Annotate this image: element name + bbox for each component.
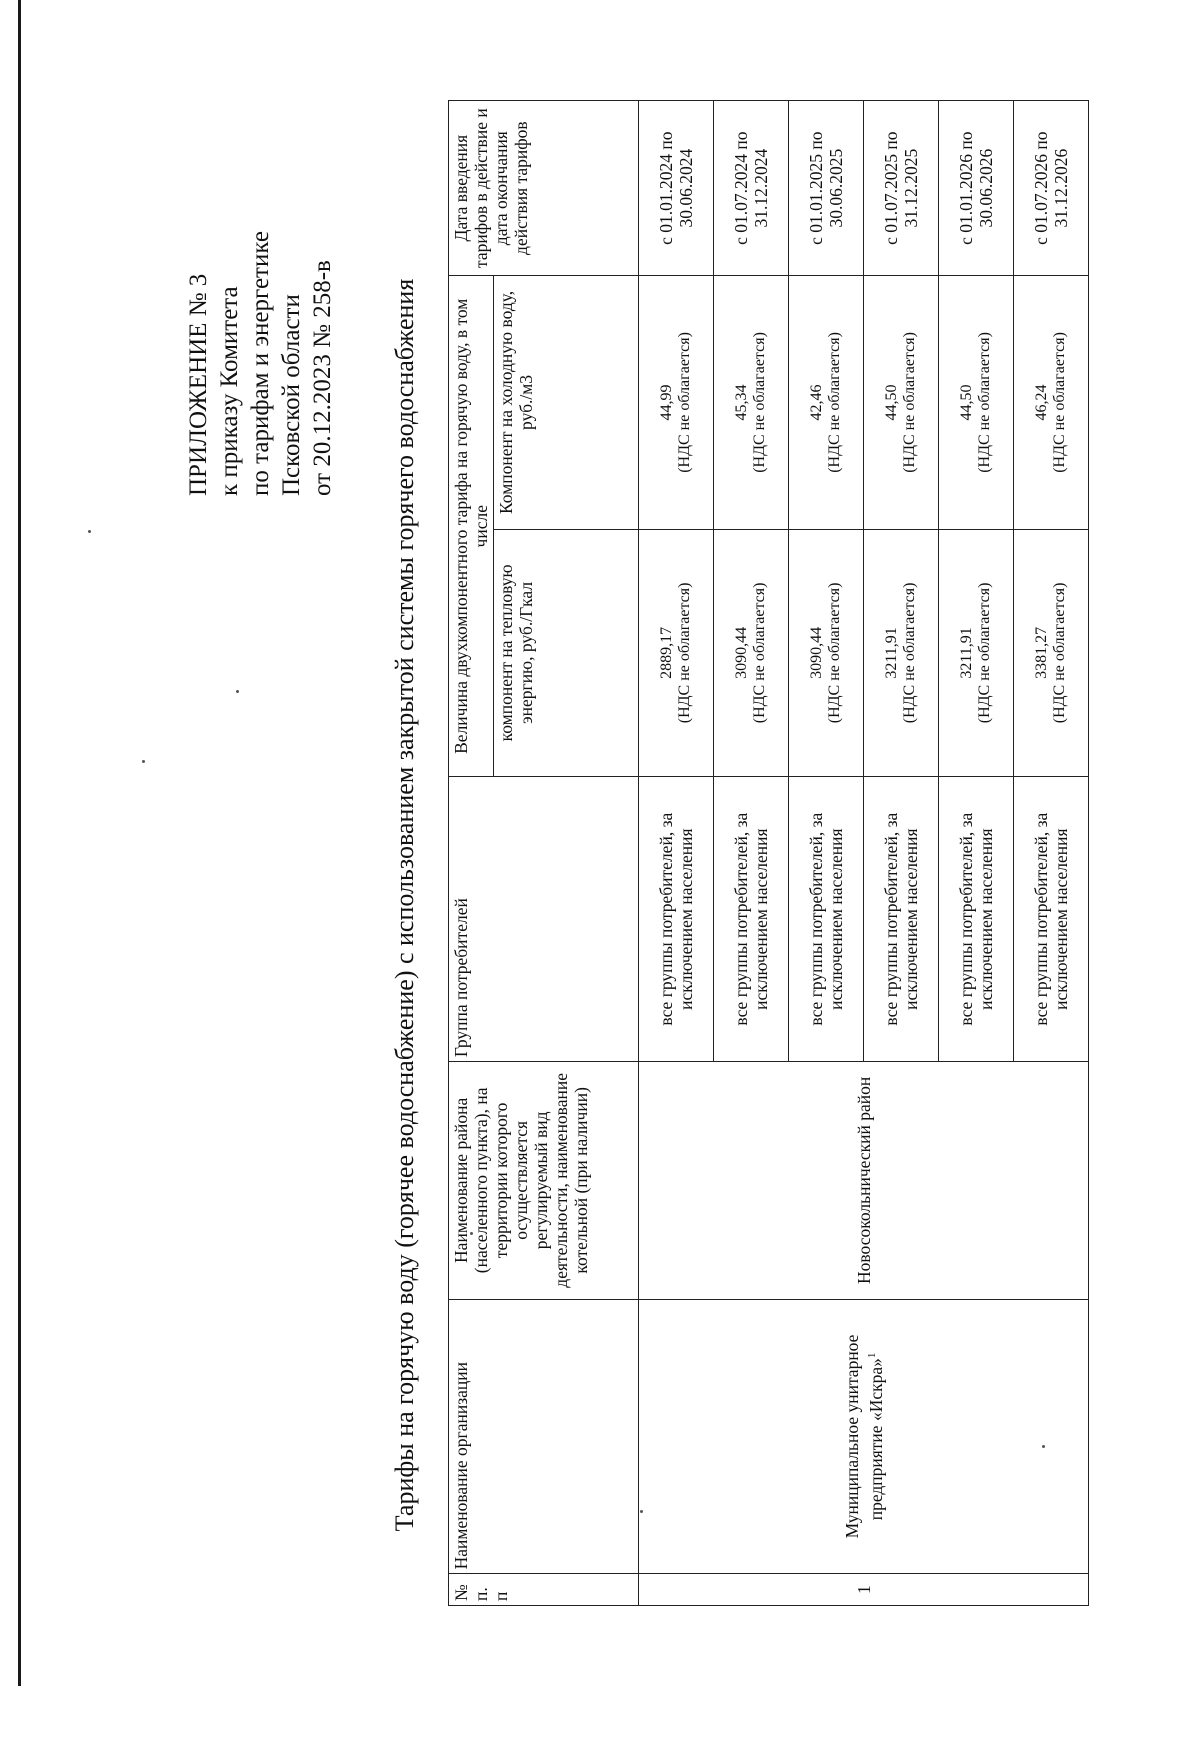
vat-note: (НДС не облагается) [976, 332, 993, 473]
vat-note: (НДС не облагается) [676, 582, 693, 724]
cold-tariff-cell [939, 276, 1014, 529]
header-heat-component: компонент на тепловую энергию, руб./Гкал [494, 529, 639, 777]
tariff-table [448, 100, 1089, 1606]
cold-tariff-cell [639, 276, 714, 529]
period-cell: с 01.07.2025 по 31.12.2025 [864, 101, 939, 276]
vat-note: (НДС не облагается) [826, 582, 843, 724]
header-district: Наименование района (населенного пункта), на территории которого осуществляется регулируемый вид деятельности, наименование котельной (при наличии) [449, 1062, 639, 1299]
cold-tariff-cell [789, 276, 864, 529]
vat-note: (НДС не облагается) [751, 332, 768, 473]
header-organization: Наименование организации [449, 1299, 639, 1574]
consumer-group-cell: все группы потребителей, за исключением населения [714, 777, 789, 1062]
period-cell: с 01.07.2024 по 31.12.2024 [714, 101, 789, 276]
cold-value: 44,50 [958, 384, 975, 421]
organization-name: Муниципальное унитарное предприятие «Искра» [841, 1334, 886, 1539]
appendix-block [183, 76, 338, 496]
cold-tariff-cell [1014, 276, 1089, 529]
consumer-group-cell: все группы потребителей, за исключением населения [939, 777, 1014, 1062]
row-number: 1 [639, 1574, 1089, 1606]
vat-note: (НДС не облагается) [826, 332, 843, 473]
organization-cell [639, 1299, 1089, 1574]
vat-note: (НДС не облагается) [901, 332, 918, 473]
header-cold-water-component: Компонент на холодную воду, руб./м3 [494, 276, 639, 529]
vat-note: (НДС не облагается) [1051, 332, 1068, 473]
header-dates: Дата введения тарифов в действие и дата окончания действия тарифов [449, 101, 639, 276]
period-cell: с 01.01.2025 по 30.06.2025 [789, 101, 864, 276]
table-row [639, 101, 714, 1606]
heat-tariff-cell [789, 529, 864, 777]
period-cell: с 01.01.2024 по 30.06.2024 [639, 101, 714, 276]
consumer-group-cell: все группы потребителей, за исключением населения [1014, 777, 1089, 1062]
vat-note: (НДС не облагается) [1051, 582, 1068, 724]
cold-value: 45,34 [733, 384, 750, 421]
heat-value: 3211,91 [883, 627, 900, 679]
heat-value: 3211,91 [958, 627, 975, 679]
cold-tariff-cell [864, 276, 939, 529]
heat-tariff-cell [864, 529, 939, 777]
heat-tariff-cell [639, 529, 714, 777]
heat-tariff-cell [1014, 529, 1089, 777]
header-tariff: Величина двухкомпонентного тарифа на горячую воду, в том числе [449, 276, 494, 777]
heat-value: 3090,44 [733, 626, 750, 679]
vat-note: (НДС не облагается) [976, 582, 993, 724]
vat-note: (НДС не облагается) [901, 582, 918, 724]
vat-note: (НДС не облагается) [751, 582, 768, 724]
consumer-group-cell: все группы потребителей, за исключением населения [789, 777, 864, 1062]
district-cell: Новосокольнический район [639, 1062, 1089, 1299]
cold-tariff-cell [714, 276, 789, 529]
vat-note: (НДС не облагается) [676, 332, 693, 473]
heat-value: 3090,44 [808, 626, 825, 679]
cold-value: 44,50 [883, 384, 900, 421]
cold-value: 44,99 [658, 384, 675, 421]
table-body [639, 101, 1089, 1606]
cold-value: 46,24 [1033, 384, 1050, 421]
appendix-line: от 20.12.2023 № 258-в [309, 260, 336, 496]
consumer-group-cell: все группы потребителей, за исключением населения [639, 777, 714, 1062]
document-title: Тарифы на горячую воду (горячее водоснабжение) с использованием закрытой системы горячего водоснабжения [390, 278, 419, 1532]
heat-tariff-cell [714, 529, 789, 777]
header-consumer-group: Группа потребителей [449, 777, 639, 1062]
heat-value: 3381,27 [1033, 626, 1050, 679]
appendix-line: по тарифам и энергетике [247, 231, 274, 496]
cold-value: 42,46 [808, 384, 825, 421]
heat-value: 2889,17 [658, 626, 675, 679]
appendix-line: ПРИЛОЖЕНИЕ № 3 [185, 273, 212, 496]
appendix-line: Псковской области [278, 294, 305, 496]
heat-tariff-cell [939, 529, 1014, 777]
period-cell: с 01.07.2026 по 31.12.2026 [1014, 101, 1089, 276]
consumer-group-cell: все группы потребителей, за исключением населения [864, 777, 939, 1062]
appendix-line: к приказу Комитета [216, 286, 243, 496]
period-cell: с 01.01.2026 по 30.06.2026 [939, 101, 1014, 276]
header-number: № п. п [449, 1574, 639, 1606]
organization-footnote: 1 [865, 1352, 878, 1359]
